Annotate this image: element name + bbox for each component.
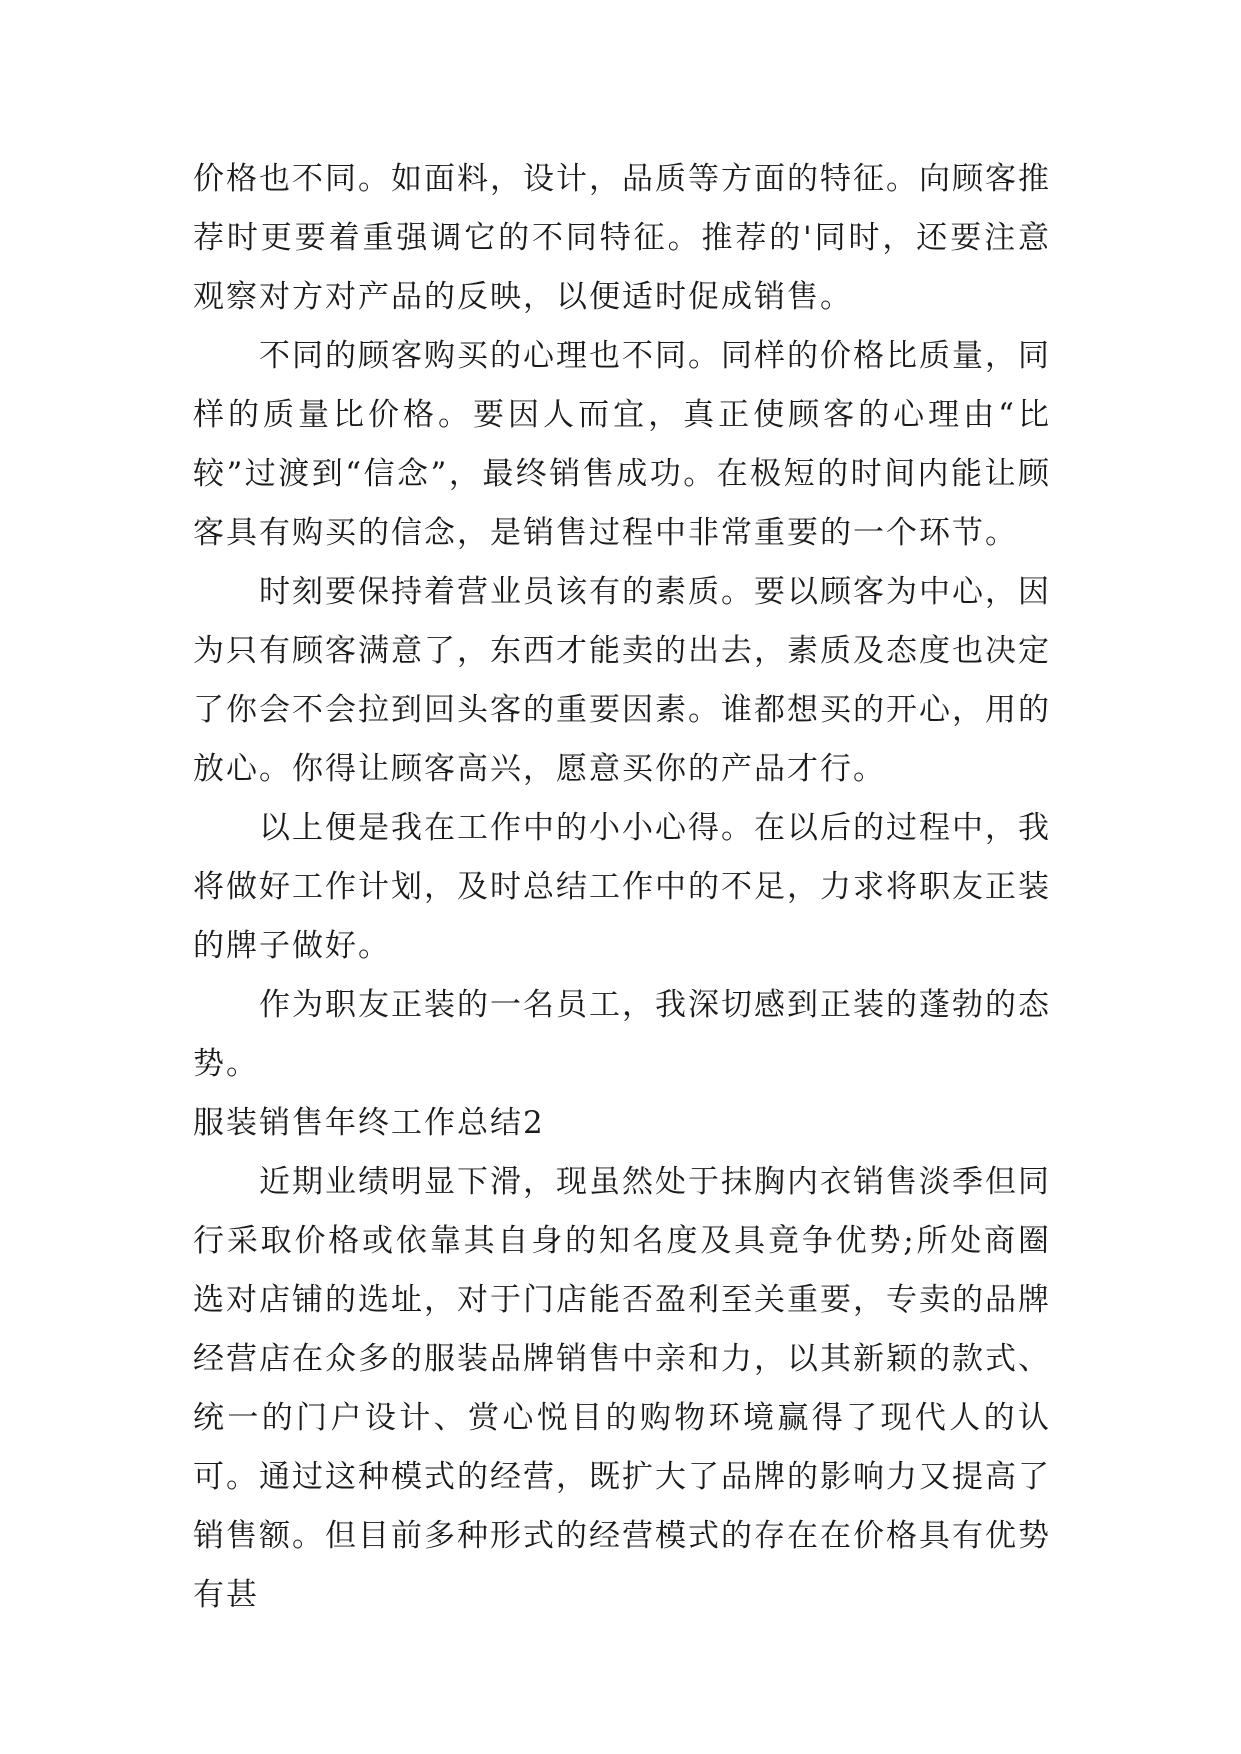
paragraph-customer-psychology: 不同的顾客购买的心理也不同。同样的价格比质量，同样的质量比价格。要因人而宜，真正使顾客的心理由“比较”过渡到“信念”，最终销售成功。在极短的时间内能让顾客具有购买的信念，是销售过程中非常重要的一个环节。: [193, 338, 1051, 551]
paragraph-employee-feeling: 作为职友正装的一名员工，我深切感到正装的蓬勃的态势。: [193, 987, 1051, 1082]
paragraph-work-insights: 以上便是我在工作中的小小心得。在以后的过程中，我将做好工作计划，及时总结工作中的不足，力求将职友正装的牌子做好。: [193, 810, 1051, 964]
paragraph-staff-quality: 时刻要保持着营业员该有的素质。要以顾客为中心，因为只有顾客满意了，东西才能卖的出去，素质及态度也决定了你会不会拉到回头客的重要因素。谁都想买的开心，用的放心。你得让顾客高兴，愿意买你的产品才行。: [193, 574, 1051, 787]
section-heading: 服装销售年终工作总结2: [193, 1105, 545, 1141]
paragraph-sales-decline: 近期业绩明显下滑，现虽然处于抹胸内衣销售淡季但同行采取价格或依靠其自身的知名度及具竟争优势;所处商圈选对店铺的选址，对于门店能否盈利至关重要，专卖的品牌经营店在众多的服装品牌销售中亲和力，以其新颖的款式、统一的门户设计、赏心悦目的购物环境赢得了现代人的认可。通过这种模式的经营，既扩大了品牌的影响力又提高了销售额。但目前多种形式的经营模式的存在在价格具有优势有甚: [193, 1164, 1051, 1613]
paragraph-continuation: 价格也不同。如面料，设计，品质等方面的特征。向顾客推荐时更要着重强调它的不同特征。推荐的'同时，还要注意观察对方对产品的反映，以便适时促成销售。: [193, 161, 1051, 315]
document-body: [193, 150, 1051, 1625]
